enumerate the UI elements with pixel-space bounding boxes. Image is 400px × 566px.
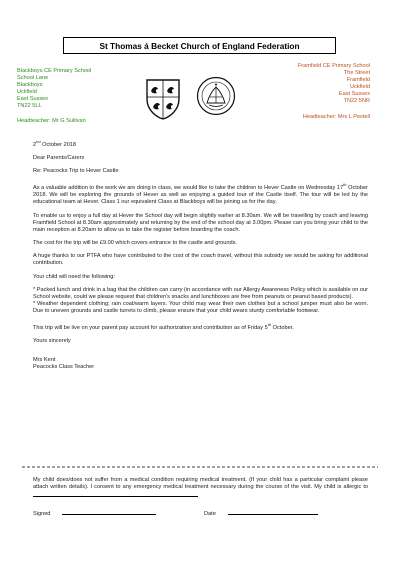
address-line: Blackboys CE Primary School bbox=[17, 68, 92, 74]
reply-text: My child does/does not suffer from a medical condition requiring medical treatment. (If your child has a particular complaint please attach written details). I consent to any emergency medical treatment necessary during the course of the visit. My child is allergic to bbox=[33, 477, 368, 491]
paragraph: A huge thanks to our PTFA who have contributed to the cost of the coach travel, without this subsidy we would be asking for additional contribution. bbox=[33, 253, 368, 267]
paragraph: This trip will be live on your parent pay account for authorization and contribution as of Friday 5th October. bbox=[33, 322, 294, 332]
paragraph: Your child will need the following: bbox=[33, 273, 115, 280]
letter-date: 2nd October 2018 bbox=[33, 139, 77, 148]
paragraph: The cost for the trip will be £9.00 which covers entrance to the castle and grounds. bbox=[33, 240, 237, 247]
greeting: Dear Parents/Carers bbox=[33, 155, 85, 162]
address-line: Framfield CE Primary School bbox=[297, 63, 370, 69]
date-label: Date bbox=[204, 511, 216, 517]
signature-field[interactable] bbox=[62, 509, 156, 515]
bullet-item: * Weather dependent clothing; rain coat/warm layers. Your child may wear their own clothes but a school jumper must also be worn. Due to uneven grounds and castle turrets to climb, please ensure that your child wears sturdy comfortable footwear. bbox=[33, 300, 368, 314]
paragraph: As a valuable addition to the work we are doing in class, we would like to take the children to Hever Castle on Wednesday 17th October 2018. We will be exploring the grounds of Hever as well as enjoying a guided tour of the Castle itself. The tour will be led by the educational team at Hever. Class 1 our equivalent Class at Blackboys will be joining us for the day. bbox=[33, 182, 368, 206]
address-line: TN22 5LL bbox=[17, 103, 42, 109]
federation-title: St Thomas á Becket Church of England Federation bbox=[99, 40, 300, 51]
address-line: The Street bbox=[343, 70, 370, 76]
date-row bbox=[204, 509, 318, 517]
reply-slip bbox=[33, 477, 368, 500]
address-line: East Sussex bbox=[338, 91, 370, 97]
address-line: School Lane bbox=[17, 75, 49, 81]
left-headteacher: Headteacher: Mr G Sullivan bbox=[17, 118, 86, 124]
address-line: TN22 5NR bbox=[343, 98, 370, 104]
address-line: Blackboys bbox=[17, 82, 43, 88]
allergy-blank[interactable] bbox=[33, 491, 198, 497]
address-line: East Sussex bbox=[17, 96, 49, 102]
signed-label: Signed bbox=[33, 511, 51, 517]
signer-name: Mrs Kent bbox=[33, 357, 56, 364]
signer-role: Peacocks Class Teacher bbox=[33, 364, 95, 371]
address-line: Uckfield bbox=[350, 84, 370, 90]
subject-line: Re: Peacocks Trip to Hever Castle bbox=[33, 168, 119, 175]
right-headteacher: Headteacher: Mrs L Pestell bbox=[302, 114, 370, 120]
paragraph: To enable us to enjoy a full day at Hever the School day will begin slightly earlier at 8.30am. We will be travelling by coach and leaving Framfield School at 8.30am approximately and returning by the end of the school day at 3.00pm. Please can you bring your child to the main reception at 8.20am to allow us to take the register before boarding the coach. bbox=[33, 212, 368, 233]
signoff: Yours sincerely bbox=[33, 338, 71, 345]
date-field[interactable] bbox=[228, 509, 318, 515]
address-line: Uckfield bbox=[17, 89, 37, 95]
signature-row bbox=[33, 509, 156, 517]
address-line: Framfield bbox=[346, 77, 370, 83]
bullet-item: * Packed lunch and drink in a bag that the children can carry (in accordance with our Allergy Awareness Policy which is available on our School website, could we please request that children's snacks and lunchboxes are free from peanuts or peanut based products). bbox=[33, 286, 368, 300]
